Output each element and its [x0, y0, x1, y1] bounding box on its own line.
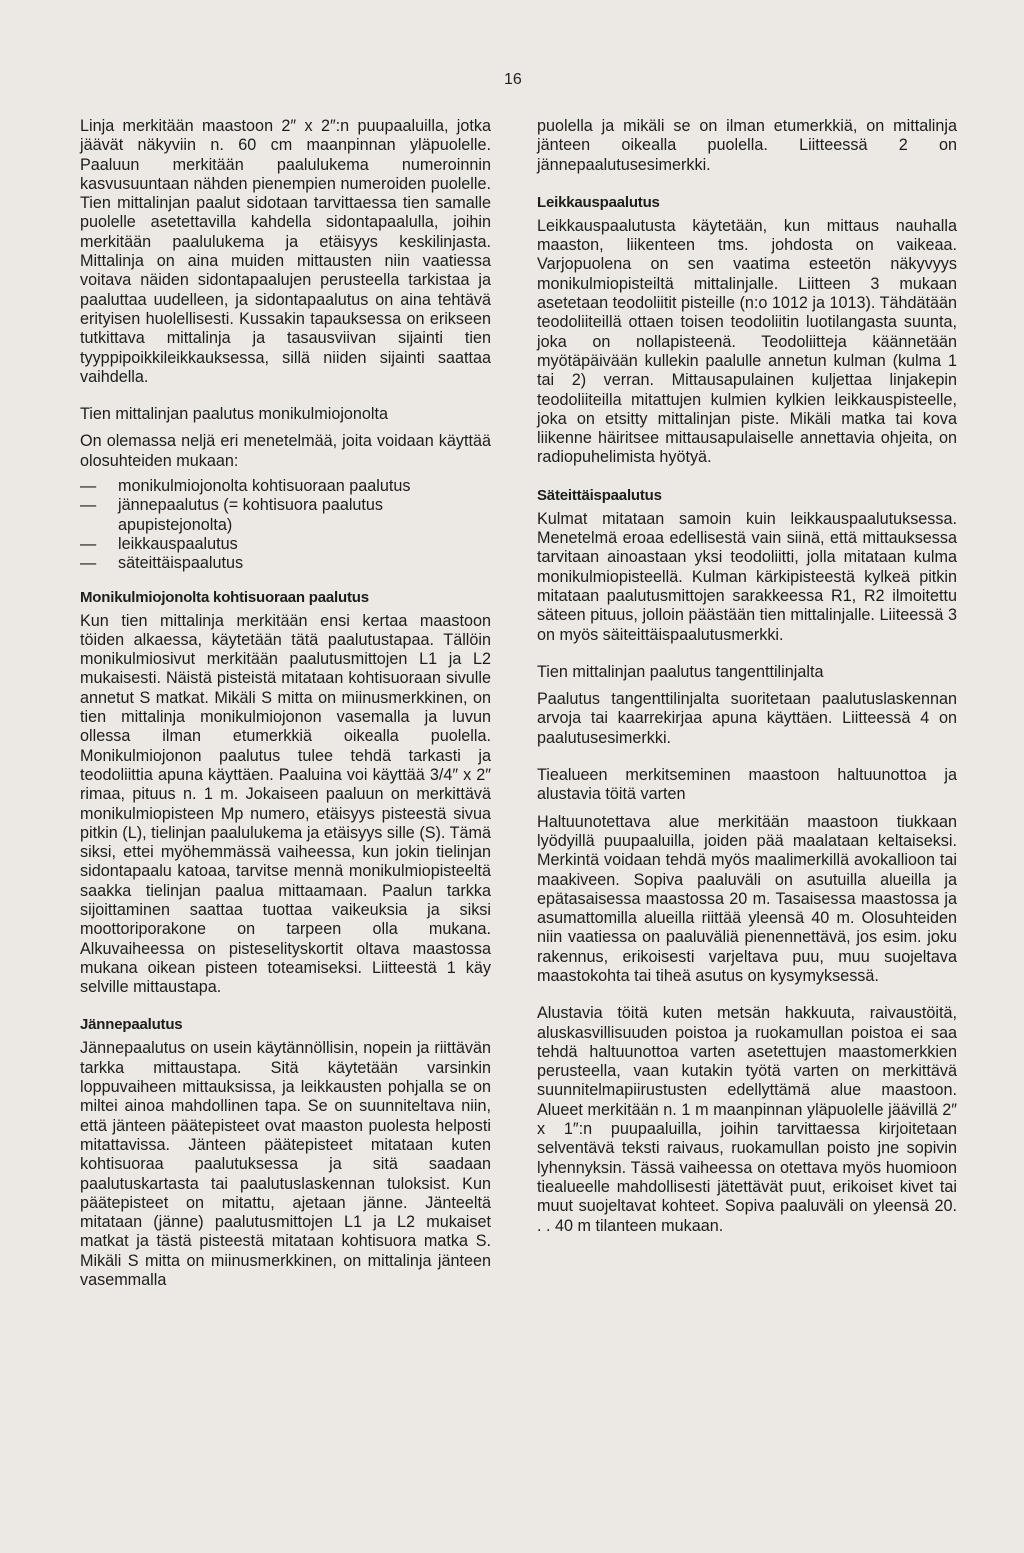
right-column	[537, 117, 957, 1254]
tiealue-heading: Tiealueen merkitseminen maastoon haltuunottoa ja alustavia töitä varten	[537, 766, 957, 804]
list-item: — säteittäispaalutus	[80, 554, 491, 573]
methods-list	[80, 477, 491, 573]
monikulmio-heading: Monikulmiojonolta kohtisuoraan paalutus	[80, 588, 369, 606]
methods-intro: On olemassa neljä eri menetelmää, joita voidaan käyttää olosuhteiden mukaan:	[80, 432, 491, 470]
list-item: — monikulmiojonolta kohtisuoraan paalutus	[80, 477, 491, 496]
alustavia-paragraph: Alustavia töitä kuten metsän hakkuuta, raivaustöitä, aluskasvillisuuden poistoa ja ruokamullan poistoa ei saa tehdä haltuunottoa varten asetettujen maastomerkkien perusteella, vaan kutakin työtä varten on merkittävä suunnitelmapiirustusten edellyttämä alue maastoon. Alueet merkitään n. 1 m maanpinnan yläpuolelle jäävillä 2″ x 1″:n puupaaluilla, joihin tarvittaessa kirjoitetaan selventävä teksti raivaus, ruokamullan poisto jne sopivin lyhennyksin. Tässä vaiheessa on otettava myös huomioon tiealueelle mahdollisesti jätettävät puut, erikoiset kivet tai muut suojeltavat kohteet. Sopiva paaluväli on yleensä 20. . . 40 m tilanteen mukaan.	[537, 1004, 957, 1235]
tiealue-paragraph: Haltuunotettava alue merkitään maastoon tiukkaan lyödyillä puupaaluilla, joiden pää maalataan keltaiseksi. Merkintä voidaan tehdä myös maalimerkillä avokallioon tai maakiveen. Sopiva paaluväli on asutuilla alueilla ja epätasaisessa maastossa 20 m. Tasaisessa maastossa ja asumattomilla alueilla riittää yleensä 40 m. Olosuhteiden niin vaatiessa on paaluväliä pienennettävä, jos esim. joku rakennus, erikoisesti varjeltava puu, muu suojeltava maastokohta tai tiheä asutus on kysymyksessä.	[537, 812, 957, 985]
tangentti-paragraph: Paalutus tangenttilinjalta suoritetaan paalutuslaskennan arvoja tai kaarrekirjaa apuna käyttäen. Liitteessä 4 on paalutusesimerkki.	[537, 690, 957, 747]
page-number: 16	[504, 71, 522, 88]
leikkauspaalutus-paragraph: Leikkauspaalutusta käytetään, kun mittaus nauhalla maaston, liikenteen tms. johdosta on vaikeaa. Varjopuolena on sen vaatima esteetön näkyvyys monikulmiopisteiltä mittalinjalle. Liitteen 3 mukaan asetetaan teodoliitit pisteille (n:o 1012 ja 1013). Tähdätään teodoliiteillä ottaen toisen teodoliitin luotilangasta suunta, joka on nollapisteenä. Teodoliitteja käännetään myötäpäivään kullekin paalulle annetun kulman (kulma 1 tai 2) verran. Mittausapulainen kuljettaa linjakepin teodoliiteilla mitattujen kulmien kylkien leikkauspisteelle, joka on etsitty mittalinjan piste. Mikäli matka tai kova liikenne häiritsee mittausapulaiselle annettavia ohjeita, on radiopuhelimista hyötyä.	[537, 216, 957, 467]
sateittaispaalutus-heading: Säteittäispaalutus	[537, 486, 662, 504]
section-heading-monikulmiojono: Tien mittalinjan paalutus monikulmiojonolta	[80, 405, 389, 424]
sateittaispaalutus-paragraph: Kulmat mitataan samoin kuin leikkauspaalutuksessa. Menetelmä eroaa edellisestä vain siinä, että mittauksessa tarvitaan ainoastaan yksi teodoliitti, jolla mitataan kulma monikulmiopisteellä. Kulman kärkipisteestä kylkeä pitkin mitataan paalutusmittojen sarakkeessa R1, R2 ilmoitettu säteen pituus, jolloin päästään tien mittalinjalle. Liiteessä 3 on myös säiteittäispaalutusmerkki.	[537, 509, 957, 644]
list-item: — jännepaalutus (= kohtisuora paalutus apupistejonolta)	[80, 496, 491, 535]
left-column	[80, 117, 491, 1308]
list-item: — leikkauspaalutus	[80, 535, 491, 554]
leikkauspaalutus-heading: Leikkauspaalutus	[537, 193, 660, 211]
continuation-paragraph: puolella ja mikäli se on ilman etumerkkiä, on mittalinja jänteen oikealla puolella. Liitteessä 2 on jännepaalutusesimerkki.	[537, 117, 957, 174]
jannepaalutus-paragraph: Jännepaalutus on usein käytännöllisin, nopein ja riittävän tarkka mittaustapa. Sitä käytetään varsinkin loppuvaiheen mittauksissa, ja leikkausten pohjalla se on miltei ainoa mahdollinen tapa. Se on suunniteltava niin, että jänteen päätepisteet ovat maaston puolesta helposti mitattavissa. Jänteen päätepisteet mitataan kuten kohtisuoraa paalutuksessa ja sitä saadaan paalutuskartasta tai paalutuslaskennan tuloksist. Kun päätepisteet on mitattu, ajetaan jänne. Jänteeltä mitataan (jänne) paalutusmittojen L1 ja L2 mukaiset matkat ja tästä pisteestä mitataan kohtisuora matka S. Mikäli S mitta on miinusmerkkinen, on mittalinja jänteen vasemmalla	[80, 1039, 491, 1290]
intro-paragraph: Linja merkitään maastoon 2″ x 2″:n puupaaluilla, jotka jäävät näkyviin n. 60 cm maanpinnan yläpuolelle. Paaluun merkitään paalulukema numeroinnin kasvusuuntaan nähden pienempien numeroiden puolelle. Tien mittalinjan paalut sidotaan tarvittaessa tien samalle puolelle asetettavilla kahdella sidontapaalulla, joihin merkitään paalulukema ja etäisyys keskilinjasta. Mittalinja on aina muiden mittausten niin vaatiessa voitava näiden sidontapaalujen perusteella tarkistaa ja paaluttaa uudelleen, ja sidontapaalutus on aina tehtävä erityisen huolellisesti. Kussakin tapauksessa on erikseen tutkittava mittalinja ja tasausviivan sijainti tien tyyppipoikkileikkauksessa, sillä niiden sijainti saattaa vaihdella.	[80, 117, 491, 386]
monikulmio-paragraph: Kun tien mittalinja merkitään ensi kertaa maastoon töiden alkaessa, käytetään tätä paalutustapaa. Tällöin monikulmiosivut merkitään paalutusmittojen L1 ja L2 mukaisesti. Näistä pisteistä mitataan kohtisuoraan sivulle annetut S matkat. Mikäli S mitta on miinusmerkkinen, on tien mittalinja monikulmiojonon vasemalla ja luvun ollessa ilman etumerkkiä oikealla puolella. Monikulmiojonon paalutus tulee tehdä tarkasti ja teodoliittia apuna käyttäen. Paaluina voi käyttää 3/4″ x 2″ rimaa, pituus n. 1 m. Jokaiseen paaluun on merkittävä monikulmiopisteen Mp numero, etäisyys pisteestä sivua pitkin (L), tielinjan paalulukema ja etäisyys sille (S). Tämä siksi, ettei myöhemmässä vaiheessa, kun jokin tielinjan sidontapaalu katoaa, tarvitse mennä monikulmiopisteeltä saakka tielinjan paalua mittaamaan. Paalun tarkka sijoittaminen saattaa tuottaa vaikeuksia ja siksi moottoriporakone on tarpeen olla mukana. Alkuvaiheessa on pisteselityskortit oltava maastossa mukana oikean pisteen toteamiseksi. Liitteestä 1 käy selville mittaustapa.	[80, 611, 491, 997]
tangentti-heading: Tien mittalinjan paalutus tangenttilinjalta	[537, 662, 824, 681]
jannepaalutus-heading: Jännepaalutus	[80, 1016, 183, 1034]
